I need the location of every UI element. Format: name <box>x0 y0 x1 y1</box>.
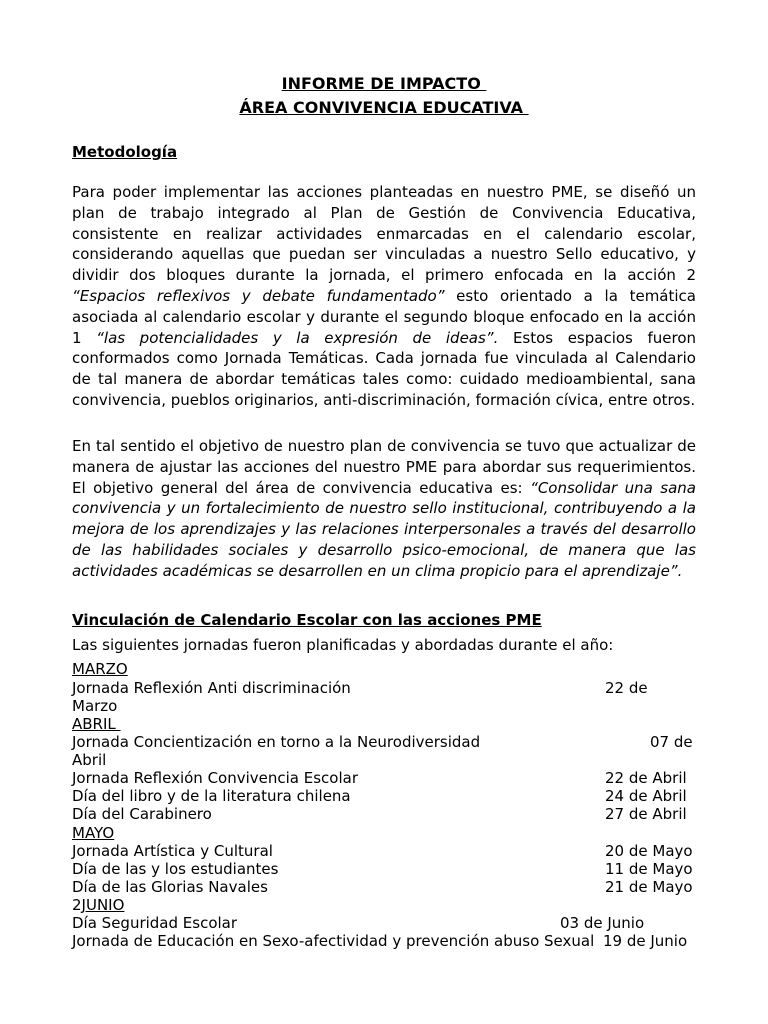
event-name: Día del libro y de la literatura chilena <box>72 787 351 805</box>
p1-text-a: Para poder implementar las acciones planteadas en nuestro PME, se diseñó un plan de trabajo integrado al Plan de Gestión de Convivencia Educativa, consistente en realizar actividades enmarcadas en el calendario escolar, considerando aquellas que puedan ser vinculadas a nuestro Sello educativo, y dividir dos bloques durante la jornada, el primero enfocada en la acción 2 <box>72 183 696 285</box>
calendar-intro: Las siguientes jornadas fueron planificadas y abordadas durante el año: <box>72 636 614 654</box>
month-junio: JUNIO <box>81 896 125 914</box>
event-name: Jornada Artística y Cultural <box>72 842 273 860</box>
event-name: Día de las Glorias Navales <box>72 878 268 896</box>
event-name: Día del Carabinero <box>72 805 212 823</box>
event-name: Jornada de Educación en Sexo-afectividad y prevención abuso Sexual <box>72 932 595 950</box>
section-heading-methodology: Metodología <box>72 143 178 161</box>
p1-text-c: esto orientado a la temática asociada al calendario escolar y durante el segundo bloque enfocado en la acción 1 <box>72 286 696 347</box>
p2-objective-quote: “Consolidar una sana convivencia y un fortalecimiento de nuestro sello institucional, contribuyendo a la mejora de los aprendizajes y las relaciones interpersonales a través del desarrollo de las habilidades sociales y desarrollo psico-emocional, de manera que las actividades académicas se desarrollen en un clima propicio para el aprendizaje”. <box>72 478 696 580</box>
month-junio-prefix: 2 <box>72 896 82 914</box>
event-date: 11 de Mayo <box>605 860 693 878</box>
paragraph-methodology <box>72 182 696 411</box>
event-date: 22 de <box>605 679 648 697</box>
month-abril: ABRIL <box>72 715 121 733</box>
event-name: Jornada Reflexión Convivencia Escolar <box>72 769 359 787</box>
event-date-wrap: Marzo <box>72 697 118 715</box>
p1-text-e: Estos espacios fueron conformados como Jornada Temáticas. Cada jornada fue vinculada al Calendario de tal manera de abordar temáticas tales como: cuidado medioambiental, sana convivencia, pueblos originarios, anti-discriminación, formación cívica, entre otros. <box>72 328 696 409</box>
event-date-wrap: Abril <box>72 751 107 769</box>
paragraph-objective <box>72 436 696 582</box>
event-date: 20 de Mayo <box>605 842 693 860</box>
event-name: Jornada Concientización en torno a la Neurodiversidad <box>72 733 481 751</box>
event-name: Día Seguridad Escolar <box>72 914 238 932</box>
section-heading-calendar: Vinculación de Calendario Escolar con las acciones PME <box>72 611 542 629</box>
event-date: 03 de Junio <box>560 914 645 932</box>
month-marzo: MARZO <box>72 660 128 678</box>
month-mayo: MAYO <box>72 824 115 842</box>
event-date: 21 de Mayo <box>605 878 693 896</box>
event-date: 22 de Abril <box>605 769 687 787</box>
event-date: 24 de Abril <box>605 787 687 805</box>
event-name: Jornada Reflexión Anti discriminación <box>72 679 351 697</box>
event-date: 27 de Abril <box>605 805 687 823</box>
title-line-2: ÁREA CONVIVENCIA EDUCATIVA <box>239 98 529 117</box>
month-junio-line <box>72 896 124 914</box>
event-name: Día de las y los estudiantes <box>72 860 279 878</box>
event-date: 19 de Junio <box>603 932 688 950</box>
p2-text-a: En tal sentido el objetivo de nuestro plan de convivencia se tuvo que actualizar de manera de ajustar las acciones del nuestro PME para abordar sus requerimientos. El objetivo general del área de convivencia educativa es: <box>72 437 696 497</box>
p1-quote-action-2: “Espacios reflexivos y debate fundamentado” <box>72 286 445 305</box>
p1-quote-action-1: “las potencialidades y la expresión de ideas”. <box>96 328 499 347</box>
title-line-1: INFORME DE IMPACTO <box>281 74 487 93</box>
event-date: 07 de <box>650 733 693 751</box>
